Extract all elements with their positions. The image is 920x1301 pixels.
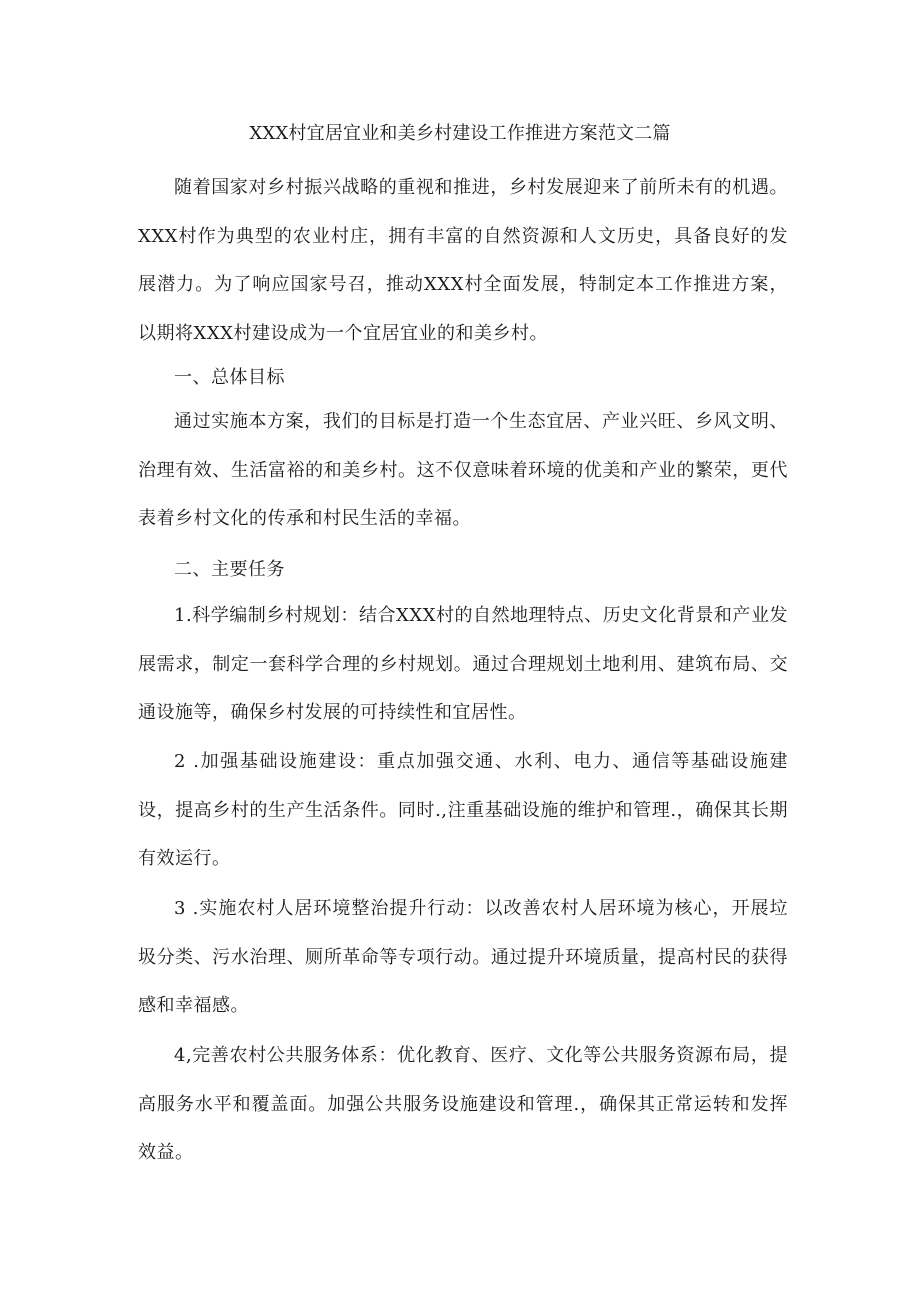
task-item-4: 4,完善农村公共服务体系：优化教育、医疗、文化等公共服务资源布局，提高服务水平和覆盖面。加强公共服务设施建设和管理.，确保其正常运转和发挥效益。 <box>138 1045 788 1163</box>
document-title: XXX村宜居宜业和美乡村建设工作推进方案范文二篇 <box>249 123 671 144</box>
intro-paragraph: 随着国家对乡村振兴战略的重视和推进，乡村发展迎来了前所未有的机遇。XXX村作为典型的农业村庄，拥有丰富的自然资源和人文历史，具备良好的发展潜力。为了响应国家号召，推动XXX村全面发展，特制定本工作推进方案，以期将XXX村建设成为一个宜居宜业的和美乡村。 <box>138 177 788 344</box>
task-item-3: 3 .实施农村人居环境整治提升行动：以改善农村人居环境为核心，开展垃圾分类、污水治理、厕所革命等专项行动。通过提升环境质量，提高村民的获得感和幸福感。 <box>138 898 788 1016</box>
overall-goal-paragraph: 通过实施本方案，我们的目标是打造一个生态宜居、产业兴旺、乡风文明、治理有效、生活富裕的和美乡村。这不仅意味着环境的优美和产业的繁荣，更代表着乡村文化的传承和村民生活的幸福。 <box>138 411 788 529</box>
task-item-1: 1.科学编制乡村规划：结合XXX村的自然地理特点、历史文化背景和产业发展需求，制定一套科学合理的乡村规划。通过合理规划土地利用、建筑布局、交通设施等，确保乡村发展的可持续性和宜居性。 <box>138 605 788 723</box>
task-item-2: 2 .加强基础设施建设：重点加强交通、水利、电力、通信等基础设施建设，提高乡村的生产生活条件。同时.,注重基础设施的维护和管理.，确保其长期有效运行。 <box>138 751 788 869</box>
section-heading-main-tasks: 二、主要任务 <box>174 559 285 580</box>
section-heading-overall-goal: 一、总体目标 <box>174 367 285 388</box>
